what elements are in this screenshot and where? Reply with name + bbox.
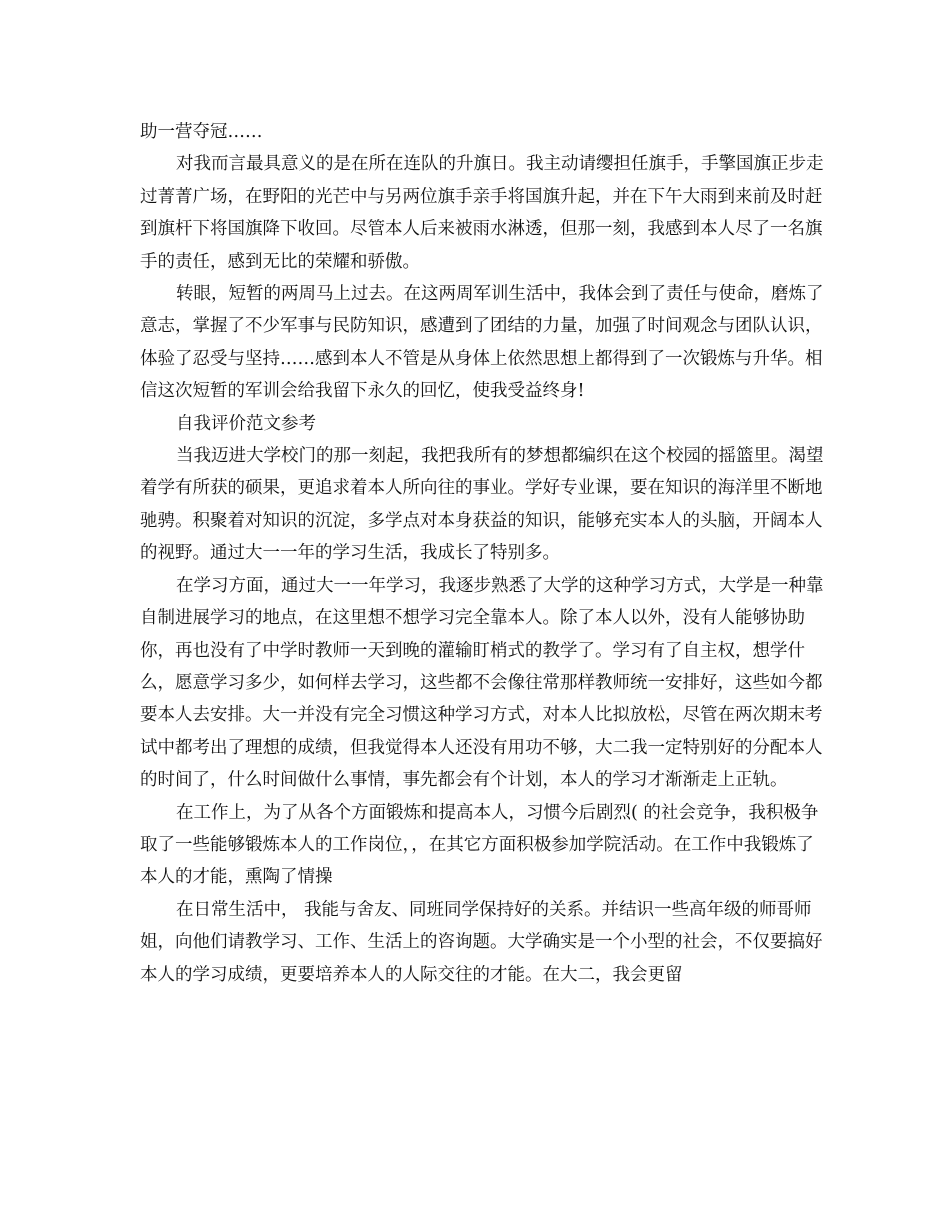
document-body — [140, 116, 830, 991]
paragraph-8: 在日常生活中， 我能与舍友、同班同学保持好的关系。并结识一些高年级的师哥师姐，向他们请教学习、工作、生活上的咨询题。大学确实是一个小型的社会，不仅要搞好本人的学习成绩，更要培养本人的人际交往的才能。在大二，我会更留 — [140, 899, 823, 985]
section-heading: 自我评价范文参考 — [176, 413, 316, 434]
paragraph-5: 当我迈进大学校门的那一刻起，我把我所有的梦想都编织在这个校园的摇篮里。渴望着学有所获的硕果，更追求着本人所向往的事业。学好专业课，要在知识的海洋里不断地驰骋。积聚着对知识的沉淀，多学点对本身获益的知识，能够充实本人的头脑，开阔本人的视野。通过大一一年的学习生活，我成长了特别多。 — [140, 446, 824, 564]
paragraph-6: 在学习方面，通过大一一年学习，我逐步熟悉了大学的这种学习方式，大学是一种靠自制进展学习的地点，在这里想不想学习完全靠本人。除了本人以外，没有人能够协助你，再也没有了中学时教师一天到晚的灌输盯梢式的教学了。学习有了自主权，想学什么，愿意学习多少，如何样去学习，这些都不会像往常那样教师统一安排好，这些如今都要本人去安排。大一并没有完全习惯这种学习方式，对本人比拟放松，尽管在两次期末考试中都考出了理想的成绩，但我觉得本人还没有用功不够，大二我一定特别好的分配本人的时间了，什么时间做什么事情，事先都会有个计划，本人的学习才渐渐走上正轨。 — [140, 575, 824, 791]
paragraph-7: 在工作上，为了从各个方面锻炼和提高本人，习惯今后剧烈( 的社会竞争，我积极争取了一些能够锻炼本人的工作岗位，，在其它方面积极参加学院活动。在工作中我锻炼了本人的才能，熏陶了情操 — [140, 802, 819, 888]
paragraph-3: 转眼，短暂的两周马上过去。在这两周军训生活中，我体会到了责任与使命，磨炼了意志，掌握了不少军事与民防知识，感遭到了团结的力量，加强了时间观念与团队认识，体验了忍受与坚持……感到本人不管是从身体上依然思想上都得到了一次锻炼与升华。相信这次短暂的军训会给我留下永久的回忆，使我受益终身! — [140, 284, 824, 402]
paragraph-1: 助一营夺冠…… — [140, 122, 263, 142]
paragraph-2: 对我而言最具意义的是在所在连队的升旗日。我主动请缨担任旗手，手擎国旗正步走过菁菁广场，在野阳的光芒中与另两位旗手亲手将国旗升起，并在下午大雨到来前及时赶到旗杆下将国旗降下收回。尽管本人后来被雨水淋透，但那一刻，我感到本人尽了一名旗手的责任，感到无比的荣耀和骄傲。 — [140, 154, 824, 272]
